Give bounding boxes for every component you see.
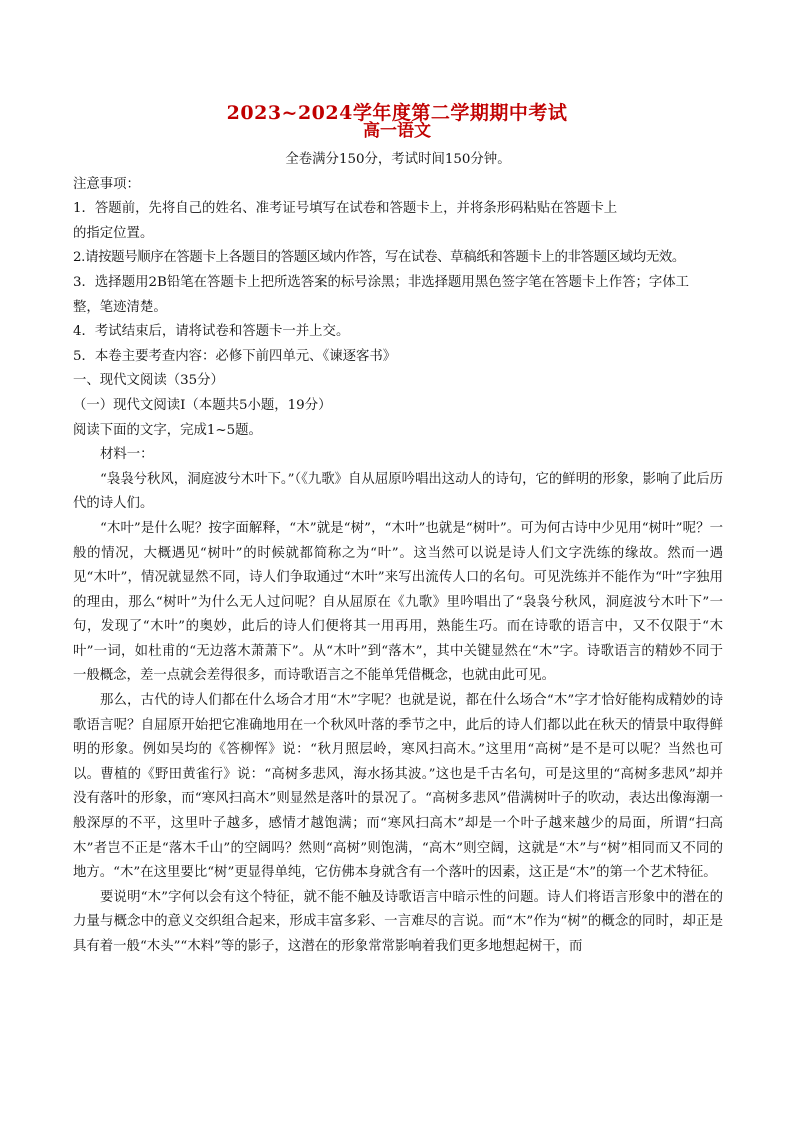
- passage-paragraph-2: “木叶”是什么呢？按字面解释，“木”就是“树”，“木叶”也就是“树叶”。可为何古诗中少见用“树叶”呢？一般的情况，大概遇见“树叶”的时候就都简称之为“叶”。这当然可以说是诗人们文字洗练的缘故。然而一遇见“木叶”，情况就显然不同，诗人们争取通过“木叶”来写出流传人口的名句。可见洗练并不能作为“叶”字独用的理由，那么“树叶”为什么无人过问呢？自从屈原在《九歌》里吟唱出了“袅袅兮秋风，洞庭波兮木叶下”一句，发现了“木叶”的奥妙，此后的诗人们便将其一用再用，熟能生巧。而在诗歌的语言中，又不仅限于“木叶”一词，如杜甫的“无边落木萧萧下”。从“木叶”到“落木”，其中关键显然在“木”字。诗歌语言的精妙不同于一般概念，差一点就会差得很多，而诗歌语言之不能单凭借概念，也就由此可见。: [73, 520, 723, 684]
- exam-subject: 高一语文: [363, 121, 431, 141]
- passage-paragraph-3: 那么，古代的诗人们都在什么场合才用“木”字呢？也就是说，都在什么场合“木”字才恰好能构成精妙的诗歌语言呢？自屈原开始把它准确地用在一个秋风叶落的季节之中，此后的诗人们都以此在秋天的情景中取得鲜明的形象。例如吴均的《答柳恽》说：“秋月照层岭，寒风扫高木。”这里用“高树”是不是可以呢？当然也可以。曹植的《野田黄雀行》说：“高树多悲风，海水扬其波。”这也是千古名句，可是这里的“高树多悲风”却并没有落叶的形象，而“寒风扫高木”则显然是落叶的景况了。“高树多悲风”借满树叶子的吹动，表达出像海潮一般深厚的不平，这里叶子越多，感情才越饱满；而“寒风扫高木”却是一个叶子越来越少的局面，所谓“扫高木”者岂不正是“落木千山”的空阔吗？然则“高树”则饱满，“高木”则空阔，这就是“木”与“树”相同而又不同的地方。“木”在这里要比“树”更显得单纯，它仿佛本身就含有一个落叶的因素，这正是“木”的第一个艺术特征。: [73, 693, 723, 881]
- exam-info: 全卷满分150分，考试时间150分钟。: [285, 152, 511, 167]
- note-5: 5．本卷主要考查内容：必修下前四单元、《谏逐客书》: [73, 348, 397, 364]
- subsection-heading: （一）现代文阅读Ⅰ（本题共5小题，19分）: [73, 397, 332, 413]
- reading-instruction: 阅读下面的文字，完成1~5题。: [73, 422, 262, 438]
- section-heading: 一、现代文阅读（35分）: [73, 373, 224, 389]
- passage-paragraph-1: “袅袅兮秋风，洞庭波兮木叶下。”（《九歌》自从屈原吟唱出这动人的诗句，它的鲜明的形象，影响了此后历代的诗人们。: [73, 471, 723, 512]
- note-3-line-1: 3．选择题用2B铅笔在答题卡上把所选答案的标号涂黑；非选择题用黑色签字笔在答题卡上作答；字体工: [73, 274, 690, 290]
- note-1-line-2: 的指定位置。: [73, 225, 154, 241]
- material-label: 材料一：: [100, 447, 154, 463]
- note-1-line-1: 1．答题前，先将自己的姓名、准考证号填写在试卷和答题卡上，并将条形码粘贴在答题卡上: [73, 201, 618, 217]
- exam-title: 2023~2024学年度第二学期期中考试: [226, 102, 568, 124]
- note-2: 2.请按题号顺序在答题卡上各题目的答题区域内作答，写在试卷、草稿纸和答题卡上的非答题区域均无效。: [73, 250, 685, 266]
- note-4: 4．考试结束后，请将试卷和答题卡一并上交。: [73, 324, 350, 340]
- passage-paragraph-4: 要说明“木”字何以会有这个特征，就不能不触及诗歌语言中暗示性的问题。诗人们将语言形象中的潜在的力量与概念中的意义交织组合起来，形成丰富多彩、一言难尽的言说。而“木”作为“树”的概念的同时，却正是具有着一般“木头”“木料”等的影子，这潜在的形象常常影响着我们更多地想起树干，而: [73, 889, 723, 954]
- notes-heading: 注意事项：: [73, 176, 140, 192]
- note-3-line-2: 整，笔迹清楚。: [73, 299, 167, 315]
- document-body: [73, 148, 723, 960]
